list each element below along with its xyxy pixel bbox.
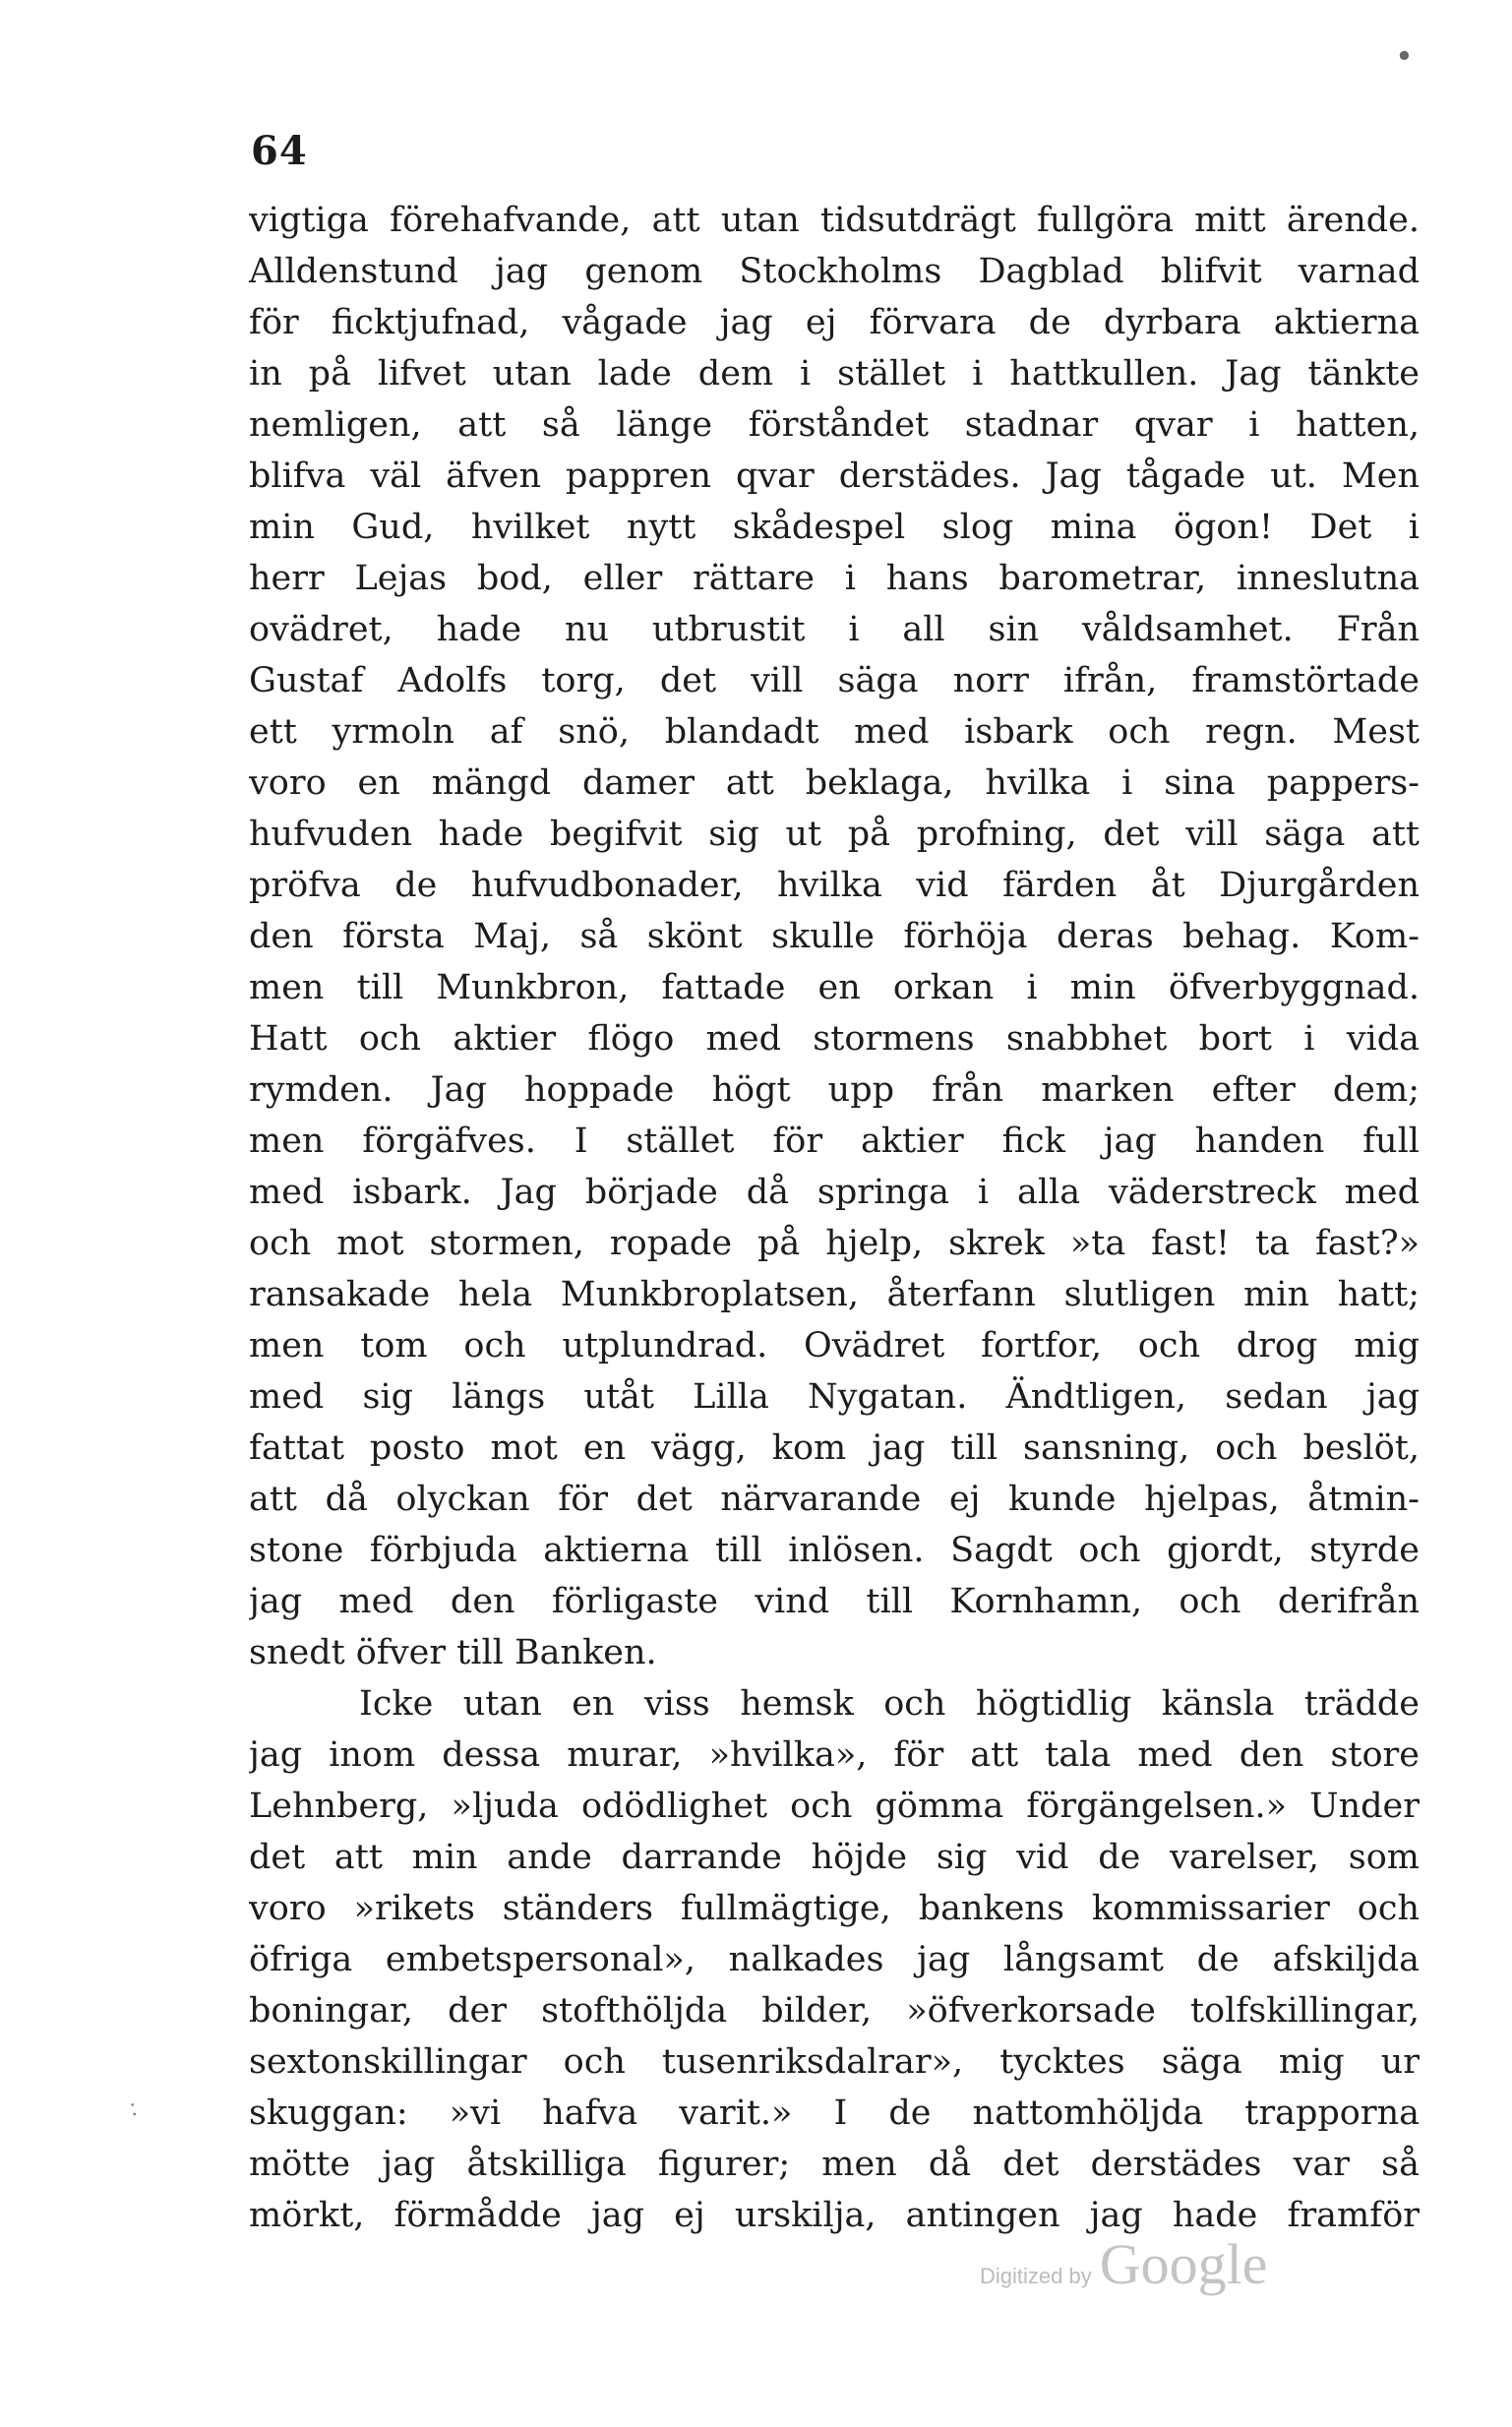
text-line: det att min ande darrande höjde sig vid de varelser, som <box>249 1838 1420 1877</box>
text-line: mörkt, förmådde jag ej urskilja, antingen jag hade framför <box>249 2196 1420 2235</box>
text-line: pröfva de hufvudbonader, hvilka vid färden åt Djurgården <box>249 866 1420 905</box>
google-logo: Google <box>1099 2232 1268 2296</box>
text-line: fattat posto mot en vägg, kom jag till sansning, och beslöt, <box>249 1428 1420 1468</box>
paragraph-last-line: snedt öfver till Banken. <box>249 1633 657 1672</box>
text-line: boningar, der stofthöljda bilder, »öfverkorsade tolfskillingar, <box>249 1991 1420 2031</box>
watermark-digitized-label: Digitized by <box>980 2264 1092 2288</box>
text-line: sextonskillingar och tusenriksdalrar», tycktes säga mig ur <box>249 2042 1420 2082</box>
body-text <box>249 195 1420 2241</box>
text-line: jag med den förligaste vind till Kornhamn, och derifrån <box>249 1582 1420 1621</box>
digitized-watermark <box>980 2231 1267 2297</box>
text-line: Gustaf Adolfs torg, det vill säga norr ifrån, framstörtade <box>249 661 1420 700</box>
text-line: Hatt och aktier flögo med stormens snabbhet bort i vida <box>249 1019 1420 1059</box>
text-line: stone förbjuda aktierna till inlösen. Sagdt och gjordt, styrde <box>249 1531 1420 1570</box>
text-line: skuggan: »vi hafva varit.» I de nattomhöljda trapporna <box>249 2093 1420 2133</box>
paragraph-first-line: Icke utan en viss hemsk och högtidlig känsla trädde <box>359 1684 1420 1724</box>
text-line: ransakade hela Munkbroplatsen, återfann slutligen min hatt; <box>249 1275 1420 1314</box>
stray-mark: ·. <box>122 2093 148 2122</box>
text-line: för ficktjufnad, vågade jag ej förvara de dyrbara aktierna <box>249 303 1420 342</box>
text-line: att då olyckan för det närvarande ej kunde hjelpas, åtmin- <box>249 1480 1420 1519</box>
text-line: voro »rikets ständers fullmägtige, bankens kommissarier och <box>249 1889 1420 1928</box>
text-line: nemligen, att så länge förståndet stadnar qvar i hatten, <box>249 405 1420 445</box>
text-line: hufvuden hade begifvit sig ut på profning, det vill säga att <box>249 815 1420 854</box>
text-line: Alldenstund jag genom Stockholms Dagblad blifvit varnad <box>249 252 1420 291</box>
text-line: vigtiga förehafvande, att utan tidsutdrägt fullgöra mitt ärende. <box>249 201 1420 240</box>
text-line: men till Munkbron, fattade en orkan i min öfverbyggnad. <box>249 968 1420 1007</box>
text-line: in på lifvet utan lade dem i stället i hattkullen. Jag tänkte <box>249 354 1420 394</box>
text-line: den första Maj, så skönt skulle förhöja deras behag. Kom- <box>249 917 1420 956</box>
text-line: herr Lejas bod, eller rättare i hans barometrar, inneslutna <box>249 559 1420 598</box>
text-line: och mot stormen, ropade på hjelp, skrek »ta fast! ta fast?» <box>249 1224 1420 1263</box>
text-line: ovädret, hade nu utbrustit i all sin våldsamhet. Från <box>249 610 1420 649</box>
text-line: men tom och utplundrad. Ovädret fortfor, och drog mig <box>249 1326 1420 1365</box>
text-line: ett yrmoln af snö, blandadt med isbark och regn. Mest <box>249 712 1420 752</box>
corner-mark: • <box>1395 37 1414 75</box>
text-line: mötte jag åtskilliga figurer; men då det derstädes var så <box>249 2145 1420 2184</box>
text-line: med isbark. Jag började då springa i alla väderstreck med <box>249 1173 1420 1212</box>
text-line: blifva väl äfven pappren qvar derstädes. Jag tågade ut. Men <box>249 456 1420 496</box>
text-line: Lehnberg, »ljuda odödlighet och gömma förgängelsen.» Under <box>249 1787 1420 1826</box>
text-line: min Gud, hvilket nytt skådespel slog mina ögon! Det i <box>249 508 1420 547</box>
text-line: öfriga embetspersonal», nalkades jag långsamt de afskiljda <box>249 1940 1420 1979</box>
text-line: men förgäfves. I stället för aktier fick jag handen full <box>249 1122 1420 1161</box>
text-line: voro en mängd damer att beklaga, hvilka i sina pappers- <box>249 763 1420 803</box>
text-line: rymden. Jag hoppade högt upp från marken efter dem; <box>249 1070 1420 1110</box>
page-number: 64 <box>251 128 308 174</box>
text-line: jag inom dessa murar, »hvilka», för att tala med den store <box>249 1735 1420 1775</box>
text-line: med sig längs utåt Lilla Nygatan. Ändtligen, sedan jag <box>249 1377 1420 1417</box>
